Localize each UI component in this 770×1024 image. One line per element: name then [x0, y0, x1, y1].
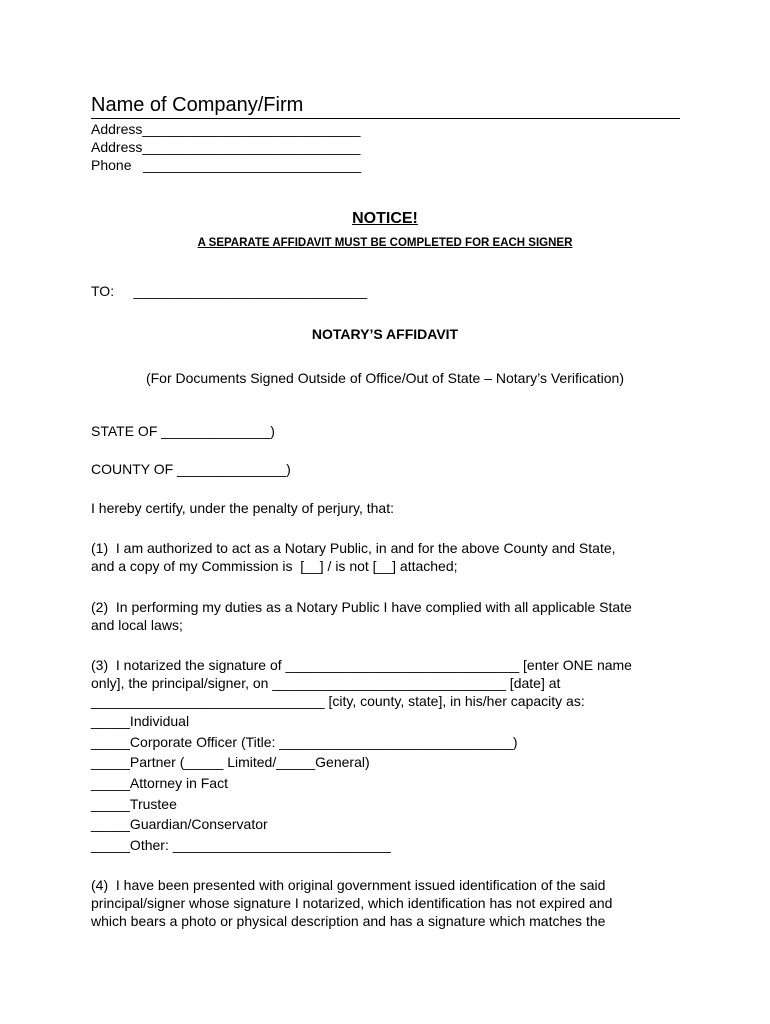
capacity-partner: _____Partner (_____ Limited/_____General)	[91, 754, 370, 770]
capacity-individual: _____Individual	[91, 713, 190, 729]
address-line-2: Address____________________________	[91, 139, 361, 155]
paragraph-2-line-1: (2) In performing my duties as a Notary Public I have complied with all applicable State	[91, 599, 632, 615]
notice-title: NOTICE!	[352, 210, 418, 227]
state-line: STATE OF ______________)	[91, 423, 275, 439]
paragraph-3-line-1: (3) I notarized the signature of ______________________________ [enter ONE name	[91, 657, 632, 673]
certify-statement: I hereby certify, under the penalty of perjury, that:	[91, 500, 394, 516]
phone-line: Phone ____________________________	[91, 157, 362, 173]
paragraph-2-line-2: and local laws;	[91, 617, 183, 633]
county-line: COUNTY OF ______________)	[91, 461, 291, 477]
to-line: TO: ______________________________	[91, 283, 368, 299]
capacity-guardian: _____Guardian/Conservator	[91, 816, 268, 832]
paragraph-1-line-1: (1) I am authorized to act as a Notary Public, in and for the above County and State,	[91, 540, 616, 556]
paragraph-3-line-3: ______________________________ [city, county, state], in his/her capacity as:	[91, 693, 585, 709]
paragraph-3-line-2: only], the principal/signer, on ______________________________ [date] at	[91, 675, 561, 691]
capacity-corporate-officer: _____Corporate Officer (Title: ______________________________)	[91, 734, 518, 750]
capacity-trustee: _____Trustee	[91, 796, 177, 812]
affidavit-subtitle: (For Documents Signed Outside of Office/Out of State – Notary’s Verification)	[145, 370, 625, 386]
paragraph-4-line-3: which bears a photo or physical description and has a signature which matches the	[91, 913, 606, 929]
paragraph-4-line-1: (4) I have been presented with original government issued identification of the said	[91, 877, 606, 893]
affidavit-title: NOTARY’S AFFIDAVIT	[311, 326, 459, 342]
capacity-other: _____Other: ____________________________	[91, 837, 391, 853]
notice-subtitle: A SEPARATE AFFIDAVIT MUST BE COMPLETED FOR EACH SIGNER	[197, 237, 573, 249]
paragraph-4-line-2: principal/signer whose signature I notarized, which identification has not expired and	[91, 895, 613, 911]
capacity-attorney-in-fact: _____Attorney in Fact	[91, 775, 228, 791]
company-name: Name of Company/Firm	[91, 92, 680, 119]
address-line-1: Address____________________________	[91, 121, 361, 137]
paragraph-1-line-2: and a copy of my Commission is [__] / is not [__] attached;	[91, 558, 458, 574]
